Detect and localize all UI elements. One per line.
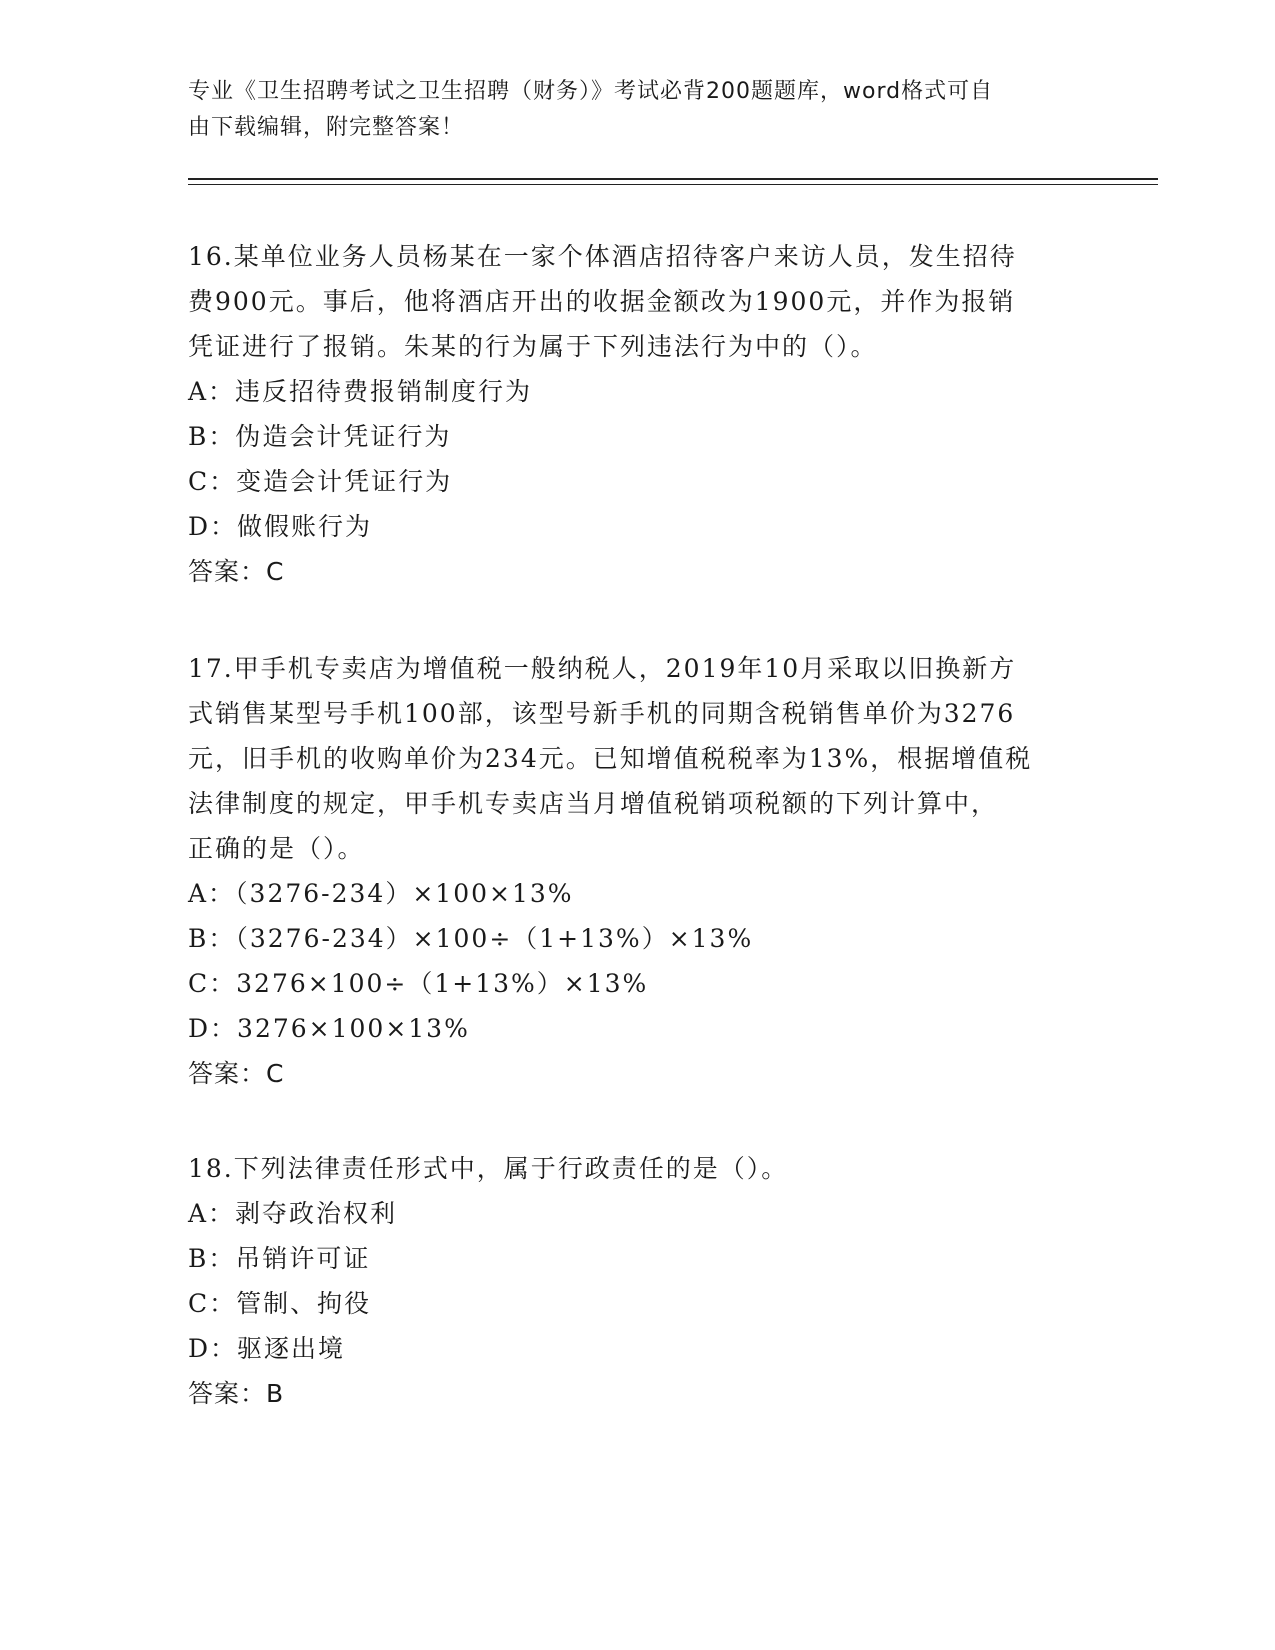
question-stem: 费900元。事后，他将酒店开出的收据金额改为1900元，并作为报销 bbox=[188, 287, 1016, 316]
question-18 bbox=[188, 1146, 1088, 1416]
option-d: D：做假账行为 bbox=[188, 512, 373, 541]
header-line-1: 专业《卫生招聘考试之卫生招聘（财务）》考试必背200题题库，word格式可自 bbox=[188, 79, 994, 104]
question-17 bbox=[188, 646, 1088, 1096]
option-d: D：3276×100×13% bbox=[188, 1014, 470, 1043]
question-stem: 16.某单位业务人员杨某在一家个体酒店招待客户来访人员，发生招待 bbox=[188, 242, 1017, 271]
question-stem: 正确的是（）。 bbox=[188, 834, 365, 863]
option-a: A：（3276-234）×100×13% bbox=[188, 879, 574, 908]
option-a: A：违反招待费报销制度行为 bbox=[188, 377, 533, 406]
header-divider-thin bbox=[188, 184, 1158, 185]
option-c: C：变造会计凭证行为 bbox=[188, 467, 453, 496]
option-a: A：剥夺政治权利 bbox=[188, 1199, 398, 1228]
option-c: C：管制、拘役 bbox=[188, 1289, 372, 1318]
answer-line: 答案：B bbox=[188, 1379, 285, 1408]
answer-line: 答案：C bbox=[188, 1059, 285, 1088]
question-stem: 元，旧手机的收购单价为234元。已知增值税税率为13%，根据增值税 bbox=[188, 744, 1033, 773]
document-header bbox=[188, 74, 1068, 146]
option-b: B：吊销许可证 bbox=[188, 1244, 371, 1273]
question-stem: 18.下列法律责任形式中，属于行政责任的是（）。 bbox=[188, 1154, 789, 1183]
option-c: C：3276×100÷（1+13%）×13% bbox=[188, 969, 649, 998]
question-stem: 法律制度的规定，甲手机专卖店当月增值税销项税额的下列计算中， bbox=[188, 789, 999, 818]
header-divider-thick bbox=[188, 178, 1158, 180]
question-stem: 凭证进行了报销。朱某的行为属于下列违法行为中的（）。 bbox=[188, 332, 878, 361]
question-stem: 式销售某型号手机100部，该型号新手机的同期含税销售单价为3276 bbox=[188, 699, 1016, 728]
option-b: B：（3276-234）×100÷（1+13%）×13% bbox=[188, 924, 754, 953]
header-line-2: 由下载编辑，附完整答案！ bbox=[188, 115, 465, 140]
option-d: D：驱逐出境 bbox=[188, 1334, 346, 1363]
option-b: B：伪造会计凭证行为 bbox=[188, 422, 452, 451]
question-stem: 17.甲手机专卖店为增值税一般纳税人，2019年10月采取以旧换新方 bbox=[188, 654, 1017, 683]
question-16 bbox=[188, 234, 1088, 594]
answer-line: 答案：C bbox=[188, 557, 285, 586]
